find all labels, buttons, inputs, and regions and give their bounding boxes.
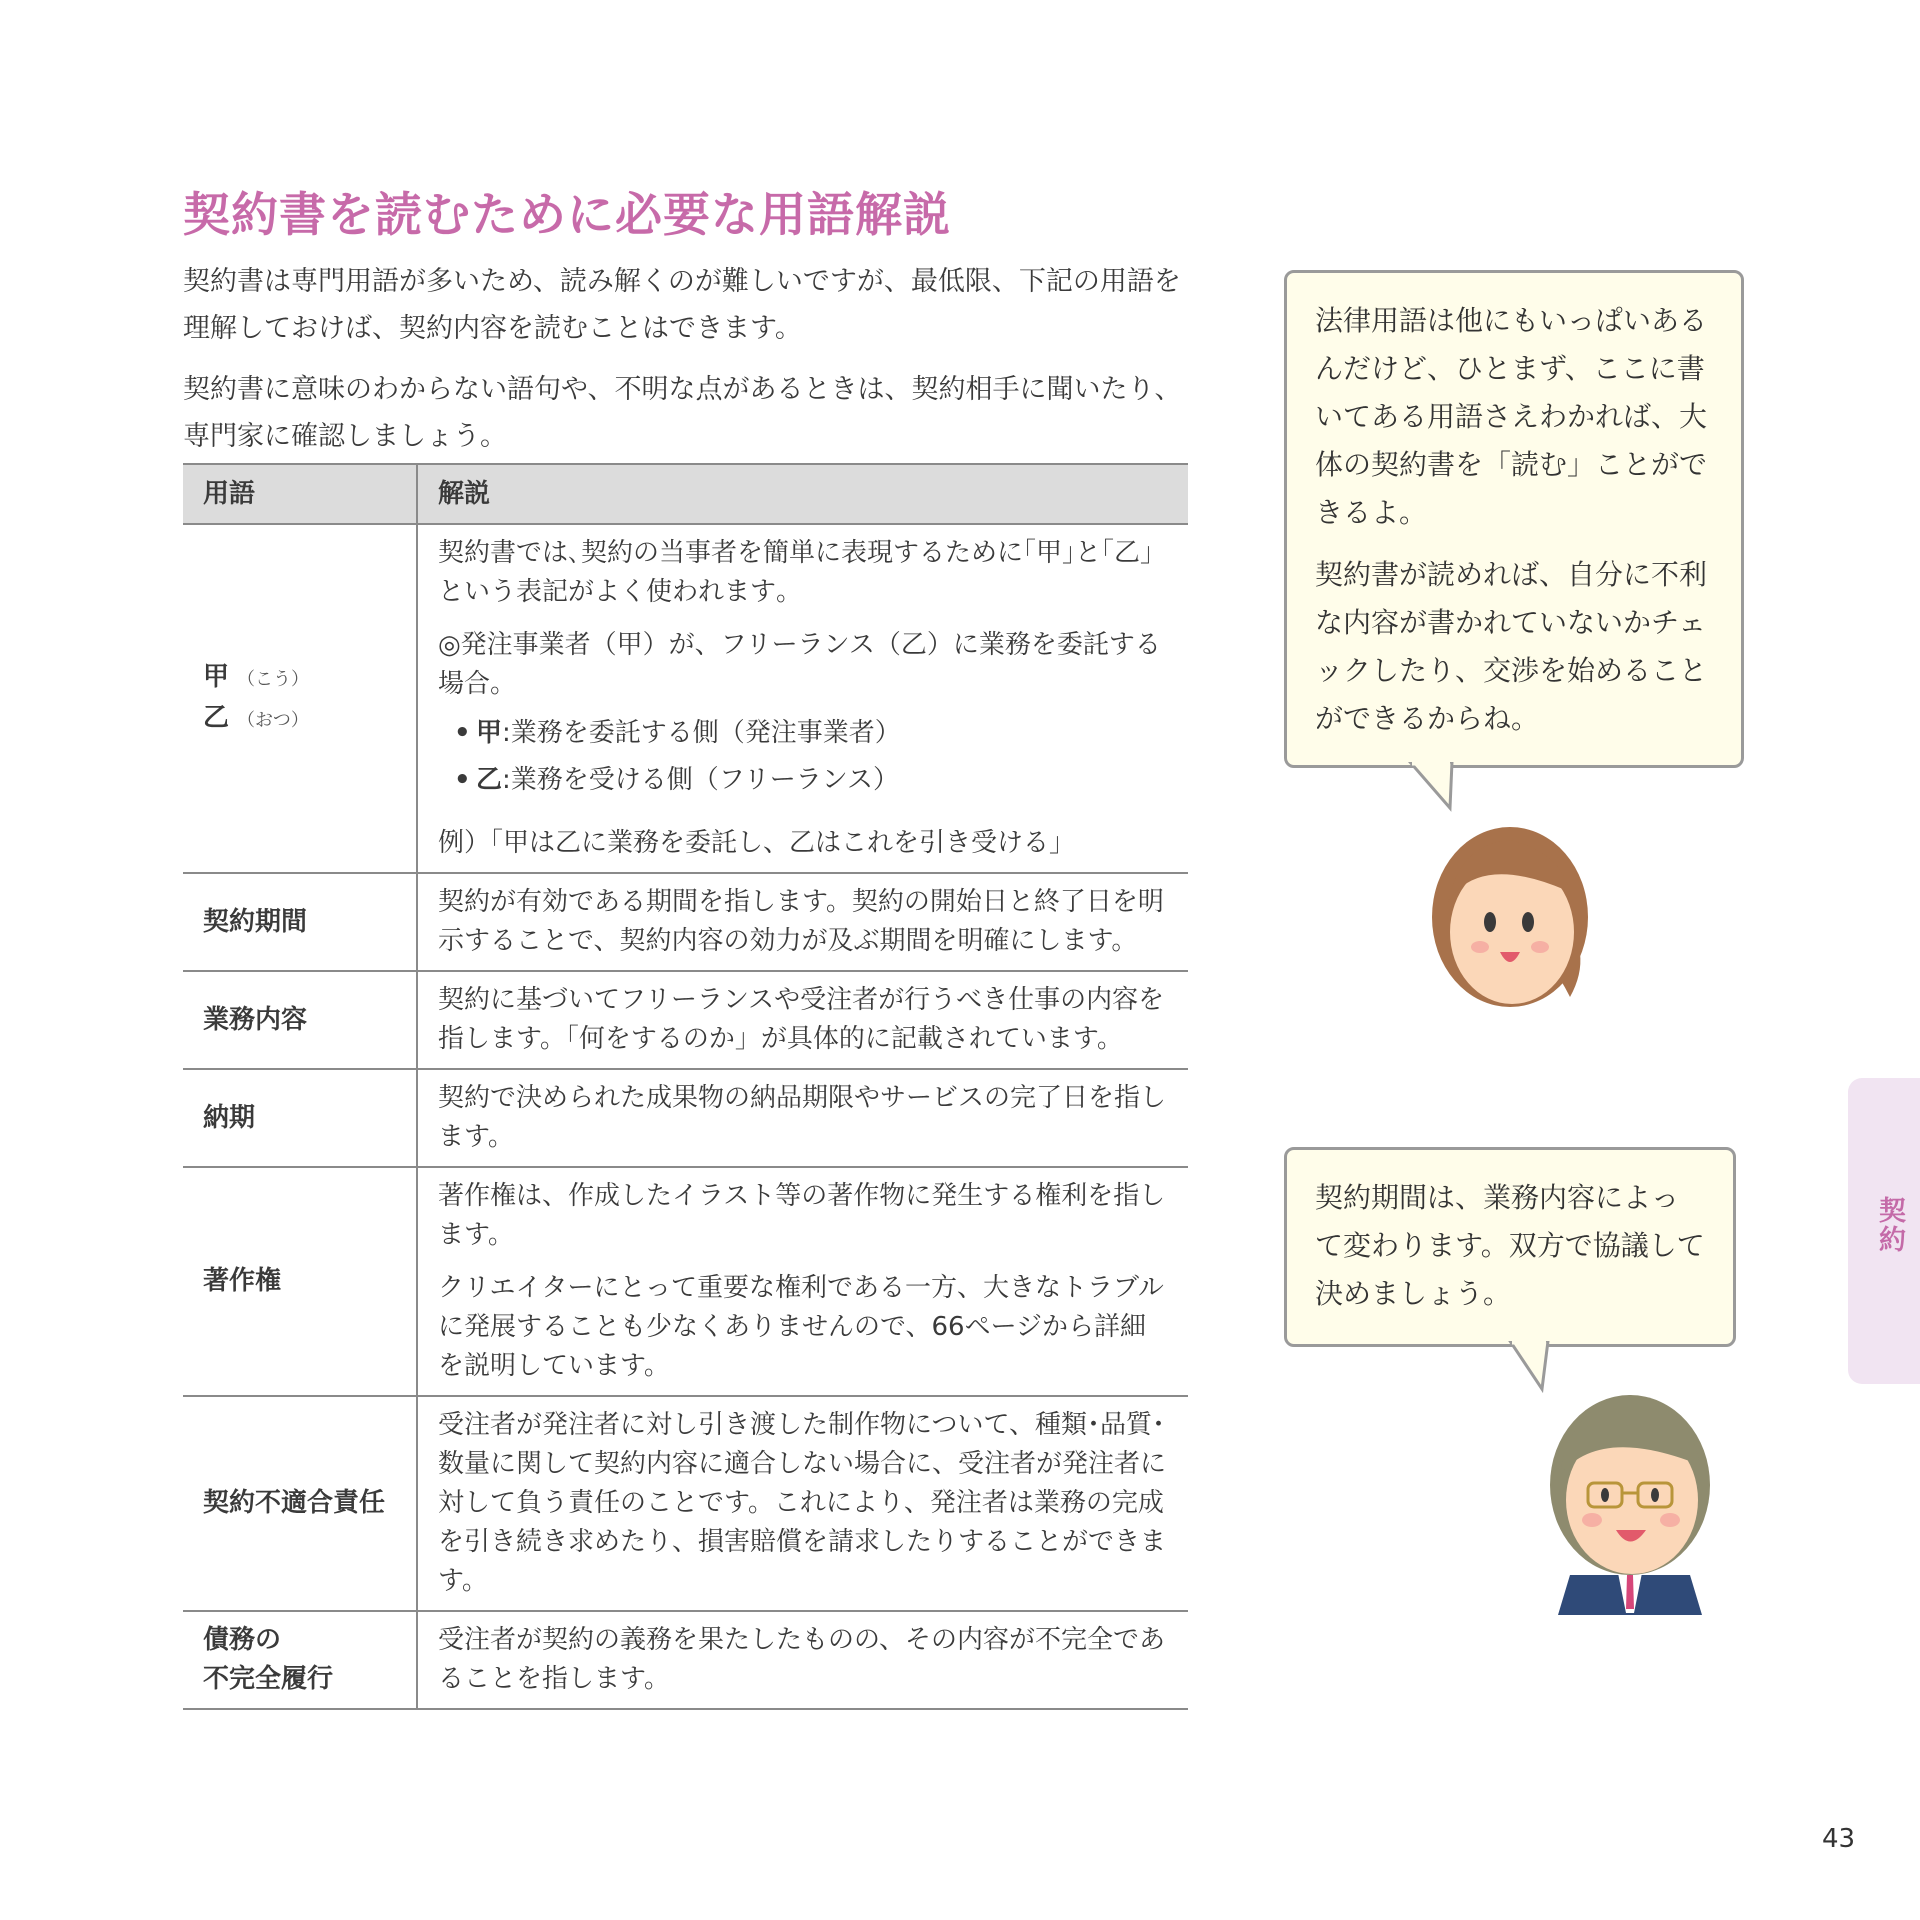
desc-cell: 契約に基づいてフリーランスや受注者が行うべき仕事の内容を指します。「何をするのか」が具体的に記載されています。 [417,971,1188,1069]
table-row [183,1069,1188,1167]
desc-p1: 著作権は、作成したイラスト等の著作物に発生する権利を指します。 [438,1181,1166,1250]
page-title: 契約書を読むために必要な用語解説 [183,188,951,243]
desc-cell: 契約が有効である期間を指します。契約の開始日と終了日を明示することで、契約内容の効力が及ぶ期間を明確にします。 [417,873,1188,971]
intro-paragraph-1: 契約書は専門用語が多いため、読み解くのが難しいですが、最低限、下記の用語を理解しておけば、契約内容を読むことはできます。 [183,266,1181,344]
term-kou: 甲 [203,661,230,692]
desc-cell: 契約で決められた成果物の納品期限やサービスの完了日を指します。 [417,1069,1188,1167]
header-term: 用語 [183,464,417,524]
bubble-1-p1: 法律用語は他にもいっぱいあるんだけど、ひとまず、ここに書いてある用語さえわかれば、大体の契約書を「読む」ことができるよ。 [1315,304,1708,529]
bubble-2-p1: 契約期間は、業務内容によって変わります。双方で協議して決めましょう。 [1315,1181,1705,1310]
bubble-tail-icon [1408,762,1458,812]
intro-paragraph-2: 契約書に意味のわからない語句や、不明な点があるときは、契約相手に聞いたり、専門家に確認しましょう。 [183,374,1182,452]
speech-bubble-1 [1284,270,1744,768]
terms-table [183,463,1188,1710]
term-cell: 納期 [183,1069,417,1167]
table-row-kou-otsu [183,524,1188,873]
kou-otsu-list [438,714,1168,800]
desc-kou-otsu [417,524,1188,873]
reading-kou: （こう） [237,668,310,690]
woman-character-icon [1420,812,1600,1022]
bubble-1-p2: 契約書が読めれば、自分に不利な内容が書かれていないかチェックしたり、交渉を始めることができるからね。 [1315,558,1708,735]
list-item: • 甲:業務を委託する側（発注事業者） [458,714,1168,753]
table-row [183,1611,1188,1709]
table-row [183,1167,1188,1396]
term-cell: 契約不適合責任 [183,1396,417,1611]
side-tab-label: 契約 [1874,1196,1905,1254]
intro-text [183,258,1193,474]
desc-kou-otsu-p1: 契約書では､契約の当事者を簡単に表現するために｢甲｣と｢乙｣という表記がよく使われます｡ [438,538,1154,607]
term-cell: 契約期間 [183,873,417,971]
desc-cell [417,1167,1188,1396]
table-row [183,873,1188,971]
header-desc: 解説 [417,464,1188,524]
table-row [183,1396,1188,1611]
list-item: • 乙:業務を受ける側（フリーランス） [458,761,1168,800]
reading-otsu: （おつ） [237,709,309,731]
term-kou-otsu [183,524,417,873]
term-cell: 債務の 不完全履行 [183,1611,417,1709]
desc-kou-otsu-p2: ◎発注事業者（甲）が、フリーランス（乙）に業務を委託する場合。 [438,630,1161,699]
desc-cell: 受注者が契約の義務を果たしたものの、その内容が不完全であることを指します。 [417,1611,1188,1709]
table-row [183,971,1188,1069]
desc-kou-otsu-example: 例）｢甲は乙に業務を委託し、乙はこれを引き受ける｣ [438,828,1063,858]
man-character-icon [1530,1365,1730,1625]
desc-p2: クリエイターにとって重要な権利である一方、大きなトラブルに発展することも少なくありませんので、66ページから詳細を説明しています。 [438,1273,1164,1381]
desc-cell: 受注者が発注者に対し引き渡した制作物について、種類･品質･数量に関して契約内容に適合しない場合に、受注者が発注者に対して負う責任のことです。これにより、発注者は業務の完成を引き続き求めたり、損害賠償を請求したりすることができます。 [417,1396,1188,1611]
term-otsu: 乙 [203,702,230,733]
table-header-row [183,464,1188,524]
speech-bubble-2 [1284,1147,1736,1347]
side-index-tab[interactable] [1848,1078,1920,1384]
term-cell: 業務内容 [183,971,417,1069]
term-cell: 著作権 [183,1167,417,1396]
page-number: 43 [1822,1824,1856,1854]
